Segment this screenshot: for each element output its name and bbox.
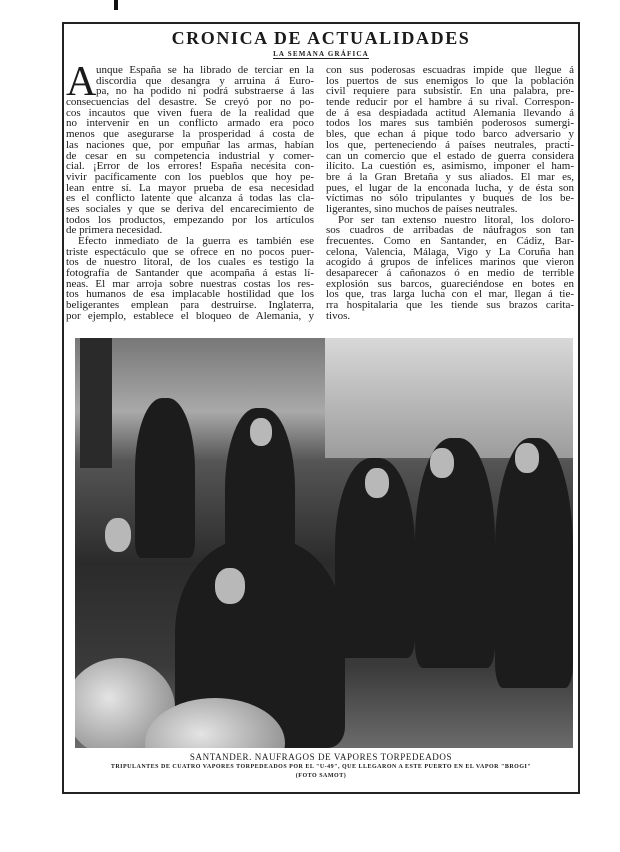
drop-cap: A (66, 59, 97, 105)
photo-caption-title: SANTANDER. NAUFRAGOS DE VAPORES TORPEDEADOS (189, 752, 453, 762)
text-line: no intervenir en un conflicto armado era poco (66, 117, 314, 130)
text-line: cial. ¡Error de los errores! España necesita con- (66, 160, 314, 173)
text-line: cos incautos que viven fuera de la realidad que (66, 106, 314, 119)
photo-face (250, 418, 272, 446)
photo-face (365, 468, 389, 498)
page-edge-mark (114, 0, 118, 10)
text-line: triste espectáculo que se ofrece en no pocos puer- (66, 245, 314, 258)
text-line: Por ser tan extenso nuestro litoral, los doloro- (338, 213, 574, 226)
text-line: los que, tras larga lucha con el mar, llegan á tie- (326, 288, 574, 301)
text-line: con sus poderosas escuadras impide que llegue á (326, 64, 574, 76)
photo-figure (495, 438, 573, 688)
text-line: celona, Valencia, Málaga, Vigo y La Coruña han (326, 245, 574, 258)
text-line: es el conflicto latente que alcanza á todas las cla- (66, 192, 314, 205)
text-line: rra hospitalaria que les tiende sus brazos carita- (326, 299, 574, 312)
text-line: acogido á grupos de infelices marinos que vieron (326, 256, 574, 269)
text-line: can un comercio que el estado de guerra considera (326, 149, 574, 162)
text-line: ses sociales y que se deriva del encarecimiento de (66, 202, 314, 215)
text-line: bles, que echan á pique todo barco adversario y (326, 128, 574, 141)
section-subtitle-text: LA SEMANA GRÁFICA (273, 50, 369, 58)
photo-face (515, 443, 539, 473)
text-line: tende reducir por el hambre á su rival. Correspon- (326, 96, 574, 109)
text-line: pa, no ha podido ni podrá substraerse á las (96, 85, 314, 98)
text-line: todos los productos, empezando por los artículos (66, 213, 314, 226)
text-line: tos humanos de esa implacable hostilidad que los (66, 288, 314, 301)
text-line: de primera necesidad. (66, 224, 163, 237)
text-line: vivir pacíficamente con los pueblos que hoy pe- (66, 170, 314, 183)
text-line: pues, el lugar de la enconada lucha, y de ésta son (326, 181, 574, 194)
text-line: sos cuadros de arribadas de náufragos son tan (326, 224, 574, 237)
photo-face (105, 518, 131, 552)
page-title: CRONICA DE ACTUALIDADES (171, 28, 471, 48)
text-line: consecuencias del desastre. Se creyó por no po- (66, 96, 314, 109)
text-line: bre á la Gran Bretaña y sus aliados. El mar es, (326, 170, 574, 183)
text-line: de cesar en su competencia industrial y comer- (66, 149, 314, 162)
text-line: las naciones que, por empuñar las armas, habían (66, 138, 314, 151)
article-column-right (326, 65, 574, 322)
text-line: civil requiere para subsistir. En una palabra, pre- (326, 85, 574, 98)
photo-figure (415, 438, 495, 668)
text-line: de á esa despiadada actitud Alemania llevando á (326, 106, 574, 119)
photo-figure (135, 398, 195, 558)
text-line: unque España se ha librado de terciar en la (96, 64, 314, 76)
photo-face (215, 568, 245, 604)
text-line: los que, perteneciendo á países neutrales, practi- (326, 138, 574, 151)
photo-caption-text: TRIPULANTES DE CUATRO VAPORES TORPEDEADOS POR EL "U-49", QUE LLEGARON A ESTE PUERTO EN EL VAPOR "BROGI" (110, 764, 532, 770)
photo-credit: (FOTO SAMOT) (295, 773, 347, 779)
text-line: los puertos de sus enemigos lo que la población (326, 74, 574, 87)
text-line: desaparecer á cañonazos ó en medio de terrible (326, 267, 574, 280)
photo-shipwrecked-sailors (75, 338, 573, 748)
text-line: ligerantes, sino muchos de países neutrales. (326, 202, 518, 215)
text-line: Efecto inmediato de la guerra es también ese (78, 235, 314, 247)
text-line: tivos. (326, 309, 351, 322)
photo-mast (80, 338, 112, 468)
text-line: neas. El mar arroja sobre nuestras costas los res- (66, 277, 314, 290)
text-line: tos de nuestro litoral, de los cuales es testigo la (66, 256, 314, 269)
text-line: frecuentes. Como en Santander, en Cádiz, Bar- (326, 235, 574, 247)
photo-face (430, 448, 454, 478)
text-line: por ejemplo, establece el bloqueo de Alemania, y (66, 309, 314, 322)
text-line: beligerantes emplean para destruirse. Inglaterra, (66, 299, 314, 312)
text-line: todos los mares sus también poderosos sumergi- (326, 117, 574, 130)
text-line: lean entre sí. La mayor prueba de esa necesidad (66, 181, 314, 194)
text-line: fotografía de Santander que acompaña á estas lí- (66, 267, 314, 280)
text-line: menos que asegurarse la prosperidad á costa de (66, 128, 314, 141)
section-subtitle (62, 50, 580, 58)
article-column-left (66, 59, 314, 322)
text-line: víctimas no sólo tripulantes y buques de los be- (326, 192, 574, 205)
text-line: ilícito. La cuestión es, asimismo, imponer el ham- (326, 160, 574, 173)
text-line: discordia que desangra y arruina á Euro- (96, 74, 314, 87)
text-line: explosión sus barcos, guareciéndose en botes en (326, 277, 574, 290)
